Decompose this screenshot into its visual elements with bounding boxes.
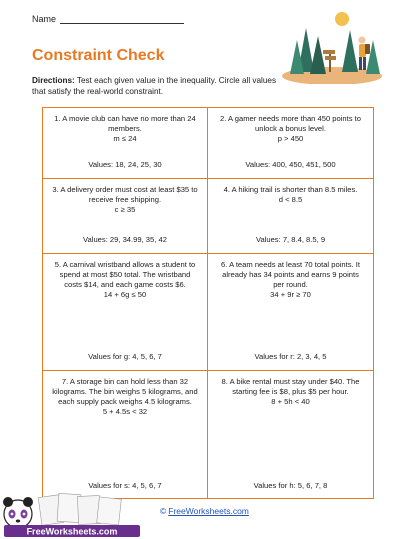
problem-text: 7. A storage bin can hold less than 32 kilograms. The bin weighs 5 kilograms, and each supply pack weighs 4.5 kilograms. [52,377,198,406]
freeworksheets-logo [0,490,142,539]
problem-text: 4. A hiking trail is shorter than 8.5 miles. [223,185,358,194]
problem-cell-8 [208,371,373,499]
tree-icon [310,36,326,74]
problem-cell-6 [208,254,373,371]
inequality: m ≤ 24 [113,134,137,143]
problem-cell-1 [43,108,208,179]
inequality: 8 + 5h < 40 [271,397,310,406]
problem-text: 8. A bike rental must stay under $40. The starting fee is $8, plus $5 per hour. [221,377,360,396]
footer-link[interactable] [160,506,249,516]
problem-text: 2. A gamer needs more than 450 points to unlock a bonus level. [220,114,361,133]
problem-cell-7 [43,371,208,499]
sun-icon [335,12,349,26]
hiker-illustration [280,10,384,84]
problem-text: 5. A carnival wristband allows a student to spend at most $50 total. The wristband costs $14, and each game costs $6. [54,260,196,289]
inequality: p > 450 [277,134,304,143]
test-values[interactable]: Values for r: 2, 3, 4, 5 [254,352,327,361]
name-label: Name [32,14,57,24]
test-values[interactable]: Values: 400, 450, 451, 500 [245,160,336,169]
hiker-icon [359,37,366,44]
inequality: d < 8.5 [278,195,303,204]
problem-text: 6. A team needs at least 70 total points. It already has 34 points and earns 9 points per round. [221,260,360,289]
inequality: 34 + 9r ≥ 70 [270,290,311,299]
problem-grid [42,107,374,499]
test-values[interactable]: Values: 29, 34.99, 35, 42 [83,235,167,244]
worksheet-title: Constraint Check [32,47,165,64]
problem-text: 3. A delivery order must cost at least $35 to receive free shipping. [52,185,198,204]
directions-label: Directions: [32,76,75,85]
inequality: 5 + 4.5s < 32 [102,407,148,416]
problem-text: 1. A movie club can have no more than 24 members. [54,114,196,133]
test-values[interactable]: Values for h: 5, 6, 7, 8 [253,481,328,490]
problem-cell-3 [43,179,208,254]
inequality: c ≥ 35 [114,205,136,214]
tree-icon [342,30,358,72]
footer-link-text[interactable]: FreeWorksheets.com [168,506,249,516]
svg-text:FreeWorksheets.com: FreeWorksheets.com [26,526,118,537]
test-values[interactable]: Values for s: 4, 5, 6, 7 [88,481,162,490]
problem-cell-5 [43,254,208,371]
inequality: 14 + 6g ≤ 50 [103,290,147,299]
directions [32,76,282,97]
name-field [32,14,184,24]
name-line[interactable] [60,14,184,24]
test-values[interactable]: Values for g: 4, 5, 6, 7 [88,352,162,361]
problem-cell-2 [208,108,373,179]
directions-text: Test each given value in the inequality. Circle all values that satisfy the real-world constraint. [32,76,277,96]
copyright-symbol: © [160,506,167,516]
problem-cell-4 [208,179,373,254]
test-values[interactable]: Values: 7, 8.4, 8.5, 9 [255,235,326,244]
test-values[interactable]: Values: 18, 24, 25, 30 [88,160,162,169]
